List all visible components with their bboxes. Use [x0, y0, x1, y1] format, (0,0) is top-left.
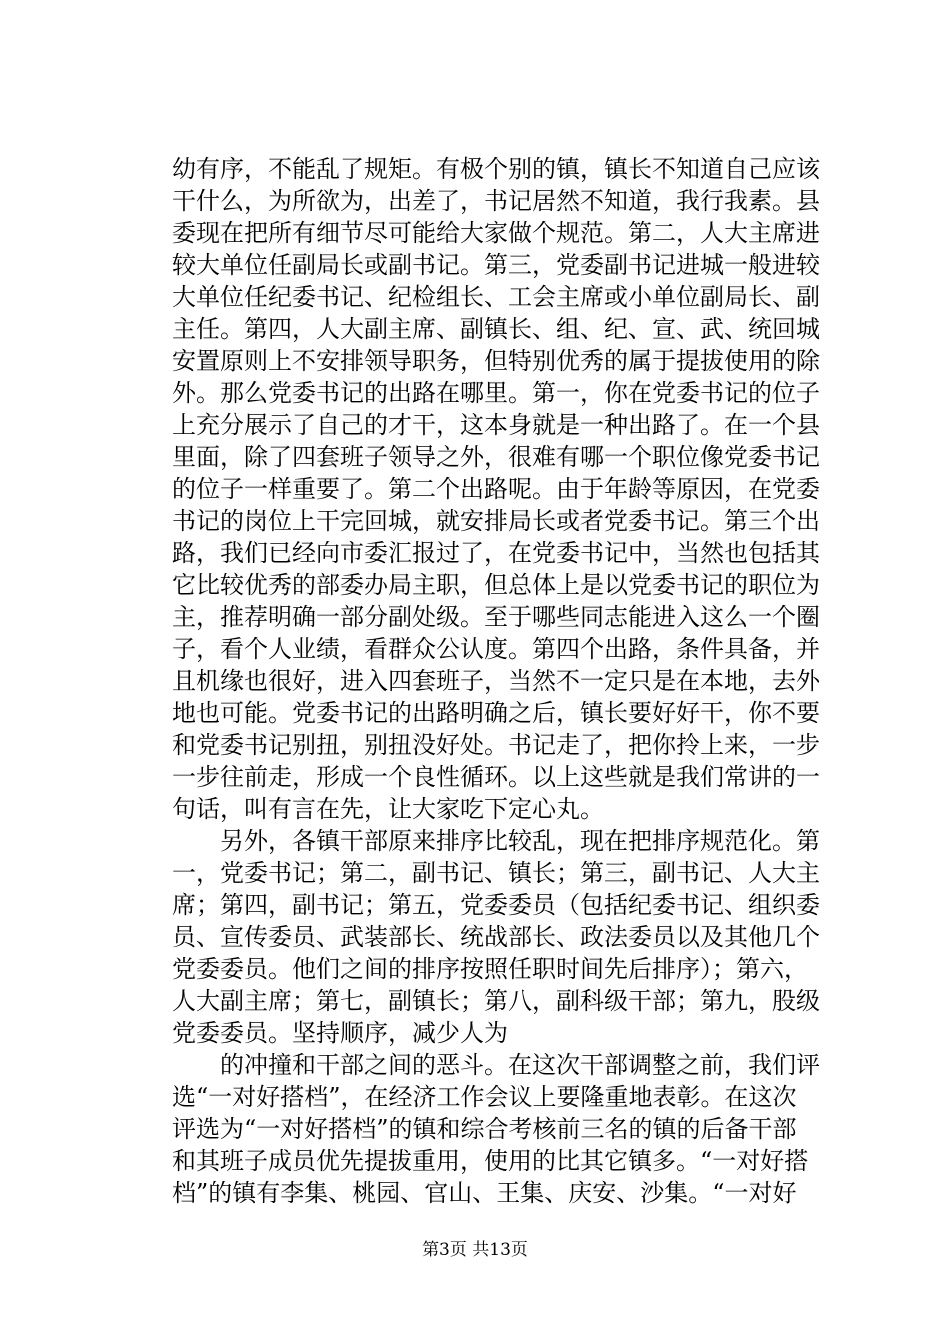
text-line: 较大单位任副局长或副书记。第三，党委副书记进城一般进较 [172, 251, 820, 279]
text-line: 的冲撞和干部之间的恶斗。在这次干部调整之前，我们评 [172, 1051, 820, 1079]
text-line: 选“一对好搭档”，在经济工作会议上要隆重地表彰。在这次 [172, 1083, 797, 1111]
text-line: 和党委书记别扭，别扭没好处。书记走了，把你拎上来，一步 [172, 731, 820, 759]
text-line: 干什么，为所欲为，出差了，书记居然不知道，我行我素。县 [172, 187, 820, 215]
text-line: 它比较优秀的部委办局主职，但总体上是以党委书记的职位为 [172, 571, 820, 599]
text-line: 和其班子成员优先提拔重用，使用的比其它镇多。“一对好搭 [172, 1147, 809, 1175]
text-line: 人大副主席；第七，副镇长；第八，副科级干部；第九，股级 [172, 987, 820, 1015]
text-line: 且机缘也很好，进入四套班子，当然不一定只是在本地，去外 [172, 667, 820, 695]
text-line: 主任。第四，人大副主席、副镇长、组、纪、宣、武、统回城 [172, 315, 820, 343]
text-line: 大单位任纪委书记、纪检组长、工会主席或小单位副局长、副 [172, 283, 820, 311]
text-line: 子，看个人业绩，看群众公认度。第四个出路，条件具备，并 [172, 635, 820, 663]
text-line: 评选为“一对好搭档”的镇和综合考核前三名的镇的后备干部 [172, 1115, 797, 1143]
text-line: 安置原则上不安排领导职务，但特别优秀的属于提拔使用的除 [172, 347, 820, 375]
text-line: 书记的岗位上干完回城，就安排局长或者党委书记。第三个出 [172, 507, 820, 535]
text-line: 党委委员。他们之间的排序按照任职时间先后排序）；第六， [172, 955, 808, 983]
document-body [172, 153, 820, 1209]
text-line: 地也可能。党委书记的出路明确之后，镇长要好好干，你不要 [172, 699, 820, 727]
text-line: 句话，叫有言在先，让大家吃下定心丸。 [172, 795, 604, 823]
text-line: 另外，各镇干部原来排序比较乱，现在把排序规范化。第 [172, 827, 820, 855]
text-line: 档”的镇有李集、桃园、官山、王集、庆安、沙集。“一对好 [172, 1179, 797, 1207]
text-line: 一步往前走，形成一个良性循环。以上这些就是我们常讲的一 [172, 763, 820, 791]
text-line: 一，党委书记；第二，副书记、镇长；第三，副书记、人大主 [172, 859, 820, 887]
text-line: 员、宣传委员、武装部长、统战部长、政法委员以及其他几个 [172, 923, 820, 951]
text-line: 党委委员。坚持顺序，减少人为 [172, 1019, 508, 1047]
text-line: 的位子一样重要了。第二个出路呢。由于年龄等原因，在党委 [172, 475, 820, 503]
text-line: 外。那么党委书记的出路在哪里。第一，你在党委书记的位子 [172, 379, 820, 407]
text-line: 委现在把所有细节尽可能给大家做个规范。第二，人大主席进 [172, 219, 820, 247]
text-line: 路，我们已经向市委汇报过了，在党委书记中，当然也包括其 [172, 539, 820, 567]
text-line: 上充分展示了自己的才干，这本身就是一种出路了。在一个县 [172, 411, 820, 439]
text-line: 席；第四，副书记；第五，党委委员（包括纪委书记、组织委 [172, 891, 820, 919]
text-line: 幼有序，不能乱了规矩。有极个别的镇，镇长不知道自己应该 [172, 155, 820, 183]
page-footer: 第3页 共13页 [422, 1240, 528, 1260]
text-line: 主，推荐明确一部分副处级。至于哪些同志能进入这么一个圈 [172, 603, 820, 631]
text-line: 里面，除了四套班子领导之外，很难有哪一个职位像党委书记 [172, 443, 820, 471]
